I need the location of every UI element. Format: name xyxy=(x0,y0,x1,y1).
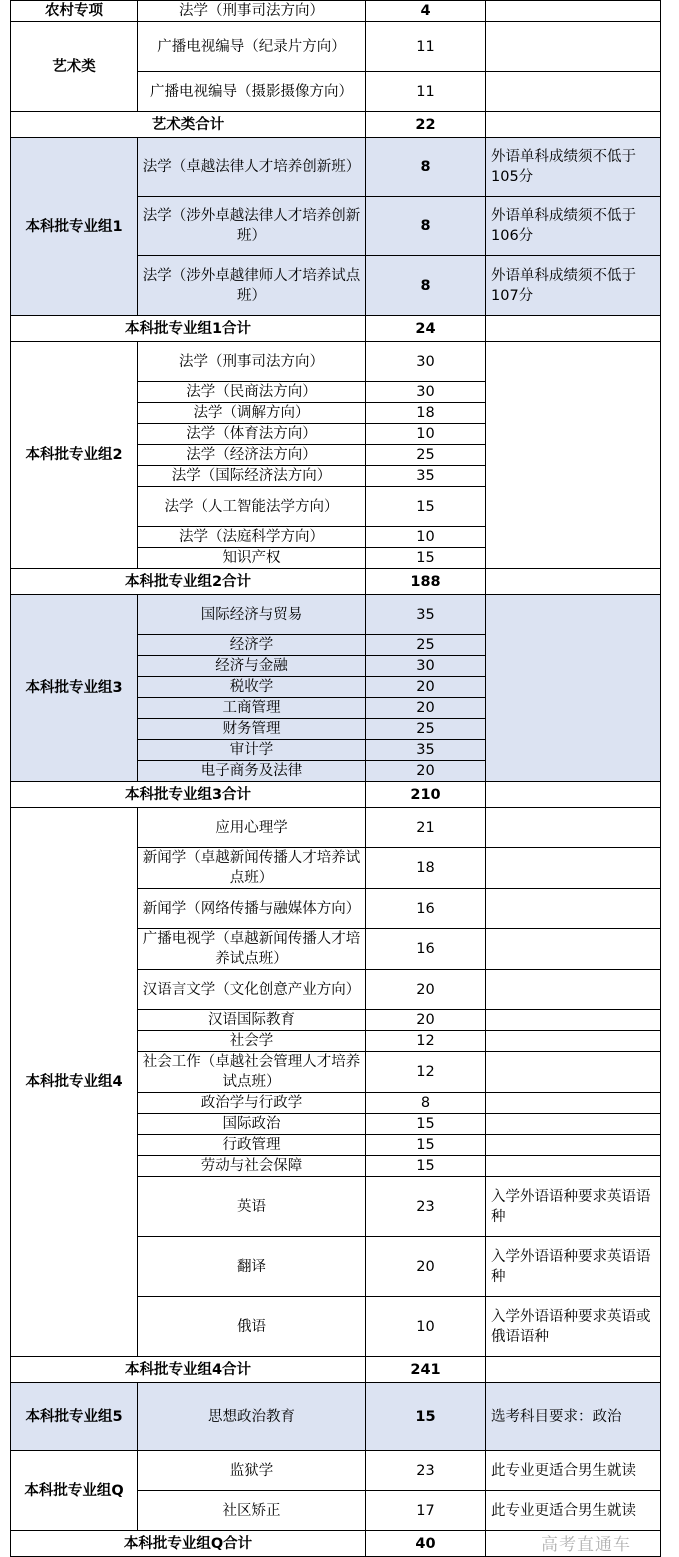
subtotal-label: 本科批专业组4合计 xyxy=(11,1357,366,1383)
note-cell xyxy=(486,808,661,848)
quota-cell: 20 xyxy=(366,970,486,1010)
table-row xyxy=(11,138,661,197)
subtotal-label: 本科批专业组3合计 xyxy=(11,782,366,808)
note-cell xyxy=(486,970,661,1010)
major-cell: 新闻学（网络传播与融媒体方向） xyxy=(138,889,366,929)
quota-cell: 15 xyxy=(366,1156,486,1177)
group-cell: 艺术类 xyxy=(11,22,138,112)
note-cell xyxy=(486,1135,661,1156)
group-cell: 农村专项 xyxy=(11,1,138,22)
quota-cell: 20 xyxy=(366,698,486,719)
note-cell xyxy=(486,1031,661,1052)
note-cell xyxy=(486,342,661,569)
quota-cell: 21 xyxy=(366,808,486,848)
major-cell: 广播电视学（卓越新闻传播人才培养试点班） xyxy=(138,929,366,970)
major-cell: 社会工作（卓越社会管理人才培养试点班） xyxy=(138,1052,366,1093)
major-cell: 法学（经济法方向） xyxy=(138,445,366,466)
subtotal-label: 艺术类合计 xyxy=(11,112,366,138)
table-row xyxy=(11,1383,661,1451)
quota-cell: 30 xyxy=(366,382,486,403)
table-row xyxy=(11,808,661,848)
watermark: 高考直通车 xyxy=(541,1535,631,1555)
quota-cell: 15 xyxy=(366,548,486,569)
subtotal-label: 本科批专业组Q合计 xyxy=(11,1531,366,1557)
major-cell: 新闻学（卓越新闻传播人才培养试点班） xyxy=(138,848,366,889)
subtotal-quota: 241 xyxy=(366,1357,486,1383)
major-cell: 法学（刑事司法方向） xyxy=(138,1,366,22)
note-cell xyxy=(486,1052,661,1093)
major-cell: 广播电视编导（摄影摄像方向） xyxy=(138,72,366,112)
quota-cell: 15 xyxy=(366,1383,486,1451)
major-cell: 审计学 xyxy=(138,740,366,761)
note-cell: 选考科目要求：政治 xyxy=(486,1383,661,1451)
major-cell: 社会学 xyxy=(138,1031,366,1052)
note-cell: 入学外语语种要求英语语种 xyxy=(486,1237,661,1297)
major-cell: 法学（调解方向） xyxy=(138,403,366,424)
note-cell xyxy=(486,595,661,782)
group-cell: 本科批专业组2 xyxy=(11,342,138,569)
quota-cell: 12 xyxy=(366,1052,486,1093)
note-cell xyxy=(486,1010,661,1031)
major-cell: 财务管理 xyxy=(138,719,366,740)
note-cell: 入学外语语种要求英语或俄语语种 xyxy=(486,1297,661,1357)
quota-cell: 11 xyxy=(366,72,486,112)
major-cell: 英语 xyxy=(138,1177,366,1237)
group-cell: 本科批专业组3 xyxy=(11,595,138,782)
quota-cell: 30 xyxy=(366,656,486,677)
subtotal-quota: 40 xyxy=(366,1531,486,1557)
note-cell xyxy=(486,112,661,138)
subtotal-quota: 188 xyxy=(366,569,486,595)
major-cell: 政治学与行政学 xyxy=(138,1093,366,1114)
quota-cell: 15 xyxy=(366,1114,486,1135)
note-cell xyxy=(486,1114,661,1135)
major-cell: 法学（法庭科学方向） xyxy=(138,527,366,548)
major-cell: 翻译 xyxy=(138,1237,366,1297)
quota-cell: 16 xyxy=(366,929,486,970)
quota-cell: 35 xyxy=(366,740,486,761)
quota-cell: 10 xyxy=(366,1297,486,1357)
table-row xyxy=(11,1,661,22)
major-cell: 电子商务及法律 xyxy=(138,761,366,782)
major-cell: 国际经济与贸易 xyxy=(138,595,366,635)
major-cell: 行政管理 xyxy=(138,1135,366,1156)
quota-cell: 20 xyxy=(366,1237,486,1297)
note-cell: 此专业更适合男生就读 xyxy=(486,1451,661,1491)
major-cell: 经济与金融 xyxy=(138,656,366,677)
quota-cell: 10 xyxy=(366,424,486,445)
note-cell xyxy=(486,22,661,72)
major-cell: 知识产权 xyxy=(138,548,366,569)
major-cell: 国际政治 xyxy=(138,1114,366,1135)
major-cell: 广播电视编导（纪录片方向） xyxy=(138,22,366,72)
subtotal-label: 本科批专业组2合计 xyxy=(11,569,366,595)
group-cell: 本科批专业组5 xyxy=(11,1383,138,1451)
major-cell: 法学（刑事司法方向） xyxy=(138,342,366,382)
group-cell: 本科批专业组4 xyxy=(11,808,138,1357)
subtotal-row xyxy=(11,569,661,595)
major-cell: 汉语言文学（文化创意产业方向） xyxy=(138,970,366,1010)
table-row xyxy=(11,595,661,635)
quota-cell: 15 xyxy=(366,487,486,527)
note-cell xyxy=(486,316,661,342)
major-cell: 思想政治教育 xyxy=(138,1383,366,1451)
subtotal-label: 本科批专业组1合计 xyxy=(11,316,366,342)
quota-cell: 18 xyxy=(366,848,486,889)
subtotal-row xyxy=(11,316,661,342)
major-cell: 汉语国际教育 xyxy=(138,1010,366,1031)
quota-cell: 23 xyxy=(366,1451,486,1491)
note-cell xyxy=(486,889,661,929)
note-cell: 外语单科成绩须不低于107分 xyxy=(486,256,661,316)
note-cell xyxy=(486,1156,661,1177)
note-cell: 外语单科成绩须不低于105分 xyxy=(486,138,661,197)
subtotal-row xyxy=(11,782,661,808)
quota-cell: 15 xyxy=(366,1135,486,1156)
major-cell: 法学（人工智能法学方向） xyxy=(138,487,366,527)
enrollment-plan-table xyxy=(10,0,661,1557)
major-cell: 法学（民商法方向） xyxy=(138,382,366,403)
note-cell xyxy=(486,848,661,889)
major-cell: 社区矫正 xyxy=(138,1491,366,1531)
quota-cell: 12 xyxy=(366,1031,486,1052)
table-row xyxy=(11,342,661,382)
subtotal-quota: 22 xyxy=(366,112,486,138)
major-cell: 俄语 xyxy=(138,1297,366,1357)
note-cell xyxy=(486,1,661,22)
quota-cell: 8 xyxy=(366,256,486,316)
major-cell: 工商管理 xyxy=(138,698,366,719)
quota-cell: 8 xyxy=(366,197,486,256)
note-cell: 此专业更适合男生就读 xyxy=(486,1491,661,1531)
quota-cell: 20 xyxy=(366,761,486,782)
major-cell: 应用心理学 xyxy=(138,808,366,848)
note-cell xyxy=(486,72,661,112)
note-cell xyxy=(486,1093,661,1114)
note-cell xyxy=(486,569,661,595)
major-cell: 监狱学 xyxy=(138,1451,366,1491)
quota-cell: 16 xyxy=(366,889,486,929)
quota-cell: 20 xyxy=(366,677,486,698)
major-cell: 税收学 xyxy=(138,677,366,698)
note-cell xyxy=(486,782,661,808)
quota-cell: 10 xyxy=(366,527,486,548)
quota-cell: 8 xyxy=(366,1093,486,1114)
quota-cell: 20 xyxy=(366,1010,486,1031)
note-cell: 入学外语语种要求英语语种 xyxy=(486,1177,661,1237)
quota-cell: 25 xyxy=(366,445,486,466)
major-cell: 法学（国际经济法方向） xyxy=(138,466,366,487)
major-cell: 法学（涉外卓越律师人才培养试点班） xyxy=(138,256,366,316)
quota-cell: 18 xyxy=(366,403,486,424)
note-cell xyxy=(486,929,661,970)
quota-cell: 8 xyxy=(366,138,486,197)
table-row xyxy=(11,22,661,72)
quota-cell: 23 xyxy=(366,1177,486,1237)
subtotal-row xyxy=(11,1357,661,1383)
quota-cell: 30 xyxy=(366,342,486,382)
table-row xyxy=(11,1451,661,1491)
quota-cell: 17 xyxy=(366,1491,486,1531)
subtotal-quota: 24 xyxy=(366,316,486,342)
major-cell: 法学（涉外卓越法律人才培养创新班） xyxy=(138,197,366,256)
quota-cell: 35 xyxy=(366,466,486,487)
quota-cell: 25 xyxy=(366,719,486,740)
subtotal-quota: 210 xyxy=(366,782,486,808)
major-cell: 劳动与社会保障 xyxy=(138,1156,366,1177)
major-cell: 法学（卓越法律人才培养创新班） xyxy=(138,138,366,197)
note-cell xyxy=(486,1357,661,1383)
quota-cell: 25 xyxy=(366,635,486,656)
note-cell: 外语单科成绩须不低于106分 xyxy=(486,197,661,256)
major-cell: 法学（体育法方向） xyxy=(138,424,366,445)
major-cell: 经济学 xyxy=(138,635,366,656)
subtotal-row xyxy=(11,112,661,138)
quota-cell: 11 xyxy=(366,22,486,72)
quota-cell: 4 xyxy=(366,1,486,22)
quota-cell: 35 xyxy=(366,595,486,635)
group-cell: 本科批专业组1 xyxy=(11,138,138,316)
group-cell: 本科批专业组Q xyxy=(11,1451,138,1531)
